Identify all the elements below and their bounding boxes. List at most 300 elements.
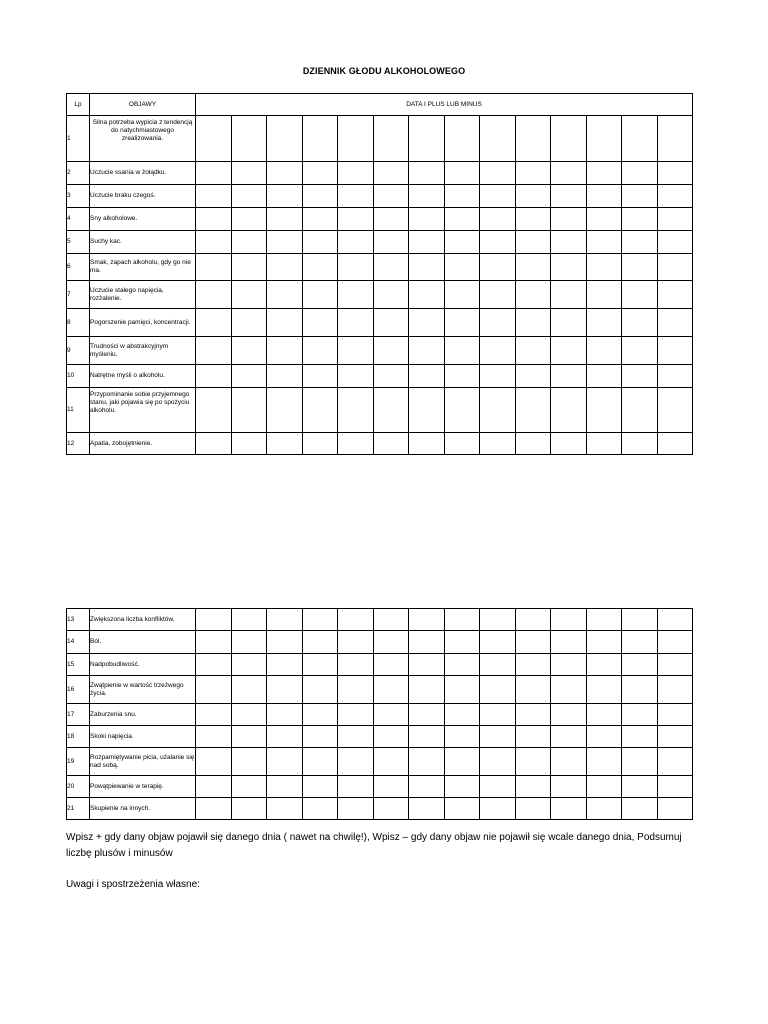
day-cell[interactable]: [373, 609, 409, 631]
day-cell[interactable]: [480, 609, 516, 631]
day-cell[interactable]: [373, 654, 409, 676]
day-cell[interactable]: [302, 162, 338, 185]
day-cell[interactable]: [302, 208, 338, 231]
day-cell[interactable]: [551, 676, 587, 704]
day-cell[interactable]: [551, 654, 587, 676]
day-cell[interactable]: [409, 185, 445, 208]
day-cell[interactable]: [551, 231, 587, 254]
day-cell[interactable]: [586, 281, 622, 309]
day-cell[interactable]: [231, 185, 267, 208]
day-cell[interactable]: [586, 388, 622, 433]
day-cell[interactable]: [551, 337, 587, 365]
day-cell[interactable]: [586, 231, 622, 254]
day-cell[interactable]: [302, 704, 338, 726]
day-cell[interactable]: [267, 798, 303, 820]
day-cell[interactable]: [409, 798, 445, 820]
day-cell[interactable]: [196, 162, 232, 185]
day-cell[interactable]: [480, 185, 516, 208]
day-cell[interactable]: [267, 704, 303, 726]
day-cell[interactable]: [622, 609, 658, 631]
table-row: [67, 231, 693, 254]
day-cell[interactable]: [622, 388, 658, 433]
day-cell[interactable]: [196, 776, 232, 798]
day-cell[interactable]: [515, 185, 551, 208]
day-cell[interactable]: [231, 676, 267, 704]
day-cell[interactable]: [444, 162, 480, 185]
day-cell[interactable]: [515, 798, 551, 820]
day-cell[interactable]: [551, 798, 587, 820]
day-cell[interactable]: [373, 162, 409, 185]
day-cell[interactable]: [231, 309, 267, 337]
day-cell[interactable]: [480, 365, 516, 388]
day-cell[interactable]: [231, 254, 267, 281]
day-cell[interactable]: [302, 365, 338, 388]
day-cell[interactable]: [515, 433, 551, 455]
day-cell[interactable]: [196, 281, 232, 309]
day-cell[interactable]: [267, 676, 303, 704]
day-cell[interactable]: [444, 281, 480, 309]
day-cell[interactable]: [373, 704, 409, 726]
day-cell[interactable]: [373, 208, 409, 231]
day-cell[interactable]: [657, 654, 693, 676]
day-cell[interactable]: [302, 776, 338, 798]
day-cell[interactable]: [338, 776, 374, 798]
day-cell[interactable]: [551, 704, 587, 726]
day-cell[interactable]: [586, 433, 622, 455]
day-cell[interactable]: [231, 231, 267, 254]
day-cell[interactable]: [302, 748, 338, 776]
day-cell[interactable]: [231, 654, 267, 676]
day-cell[interactable]: [622, 654, 658, 676]
day-cell[interactable]: [480, 116, 516, 162]
day-cell[interactable]: [338, 433, 374, 455]
row-number: 19: [67, 748, 90, 776]
day-cell[interactable]: [480, 776, 516, 798]
day-cell[interactable]: [196, 609, 232, 631]
day-cell[interactable]: [657, 365, 693, 388]
day-cell[interactable]: [409, 676, 445, 704]
day-cell[interactable]: [267, 748, 303, 776]
day-cell[interactable]: [551, 185, 587, 208]
day-cell[interactable]: [373, 388, 409, 433]
day-cell[interactable]: [373, 748, 409, 776]
day-cell[interactable]: [551, 309, 587, 337]
day-cell[interactable]: [373, 676, 409, 704]
day-cell[interactable]: [196, 631, 232, 654]
day-cell[interactable]: [515, 281, 551, 309]
day-cell[interactable]: [267, 776, 303, 798]
day-cell[interactable]: [551, 116, 587, 162]
day-cell[interactable]: [586, 798, 622, 820]
day-cell[interactable]: [551, 776, 587, 798]
day-cell[interactable]: [267, 254, 303, 281]
day-cell[interactable]: [657, 388, 693, 433]
day-cell[interactable]: [622, 676, 658, 704]
day-cell[interactable]: [267, 162, 303, 185]
day-cell[interactable]: [551, 162, 587, 185]
day-cell[interactable]: [338, 365, 374, 388]
day-cell[interactable]: [373, 776, 409, 798]
day-cell[interactable]: [267, 281, 303, 309]
day-cell[interactable]: [196, 433, 232, 455]
day-cell[interactable]: [657, 281, 693, 309]
day-cell[interactable]: [267, 726, 303, 748]
day-cell[interactable]: [480, 704, 516, 726]
day-cell[interactable]: [338, 254, 374, 281]
day-cell[interactable]: [480, 309, 516, 337]
day-cell[interactable]: [302, 433, 338, 455]
day-cell[interactable]: [586, 208, 622, 231]
day-cell[interactable]: [586, 704, 622, 726]
day-cell[interactable]: [586, 776, 622, 798]
day-cell[interactable]: [231, 748, 267, 776]
day-cell[interactable]: [196, 116, 232, 162]
day-cell[interactable]: [196, 231, 232, 254]
day-cell[interactable]: [622, 433, 658, 455]
day-cell[interactable]: [302, 388, 338, 433]
day-cell[interactable]: [444, 609, 480, 631]
day-cell[interactable]: [231, 726, 267, 748]
day-cell[interactable]: [231, 631, 267, 654]
day-cell[interactable]: [338, 309, 374, 337]
day-cell[interactable]: [586, 254, 622, 281]
day-cell[interactable]: [409, 609, 445, 631]
day-cell[interactable]: [657, 609, 693, 631]
day-cell[interactable]: [480, 231, 516, 254]
day-cell[interactable]: [196, 365, 232, 388]
day-cell[interactable]: [409, 631, 445, 654]
day-cell[interactable]: [444, 254, 480, 281]
day-cell[interactable]: [231, 704, 267, 726]
day-cell[interactable]: [657, 798, 693, 820]
day-cell[interactable]: [444, 309, 480, 337]
day-cell[interactable]: [231, 337, 267, 365]
day-cell[interactable]: [515, 254, 551, 281]
day-cell[interactable]: [338, 631, 374, 654]
day-cell[interactable]: [551, 609, 587, 631]
day-cell[interactable]: [231, 609, 267, 631]
day-cell[interactable]: [373, 337, 409, 365]
day-cell[interactable]: [515, 162, 551, 185]
day-cell[interactable]: [338, 162, 374, 185]
day-cell[interactable]: [338, 281, 374, 309]
day-cell[interactable]: [338, 676, 374, 704]
day-cell[interactable]: [622, 162, 658, 185]
day-cell[interactable]: [515, 365, 551, 388]
day-cell[interactable]: [444, 631, 480, 654]
day-cell[interactable]: [551, 748, 587, 776]
day-cell[interactable]: [409, 365, 445, 388]
day-cell[interactable]: [231, 798, 267, 820]
day-cell[interactable]: [657, 433, 693, 455]
day-cell[interactable]: [302, 185, 338, 208]
day-cell[interactable]: [196, 208, 232, 231]
day-cell[interactable]: [622, 116, 658, 162]
day-cell[interactable]: [551, 631, 587, 654]
day-cell[interactable]: [622, 726, 658, 748]
day-cell[interactable]: [302, 231, 338, 254]
day-cell[interactable]: [409, 433, 445, 455]
day-cell[interactable]: [302, 116, 338, 162]
day-cell[interactable]: [338, 798, 374, 820]
day-cell[interactable]: [622, 254, 658, 281]
day-cell[interactable]: [231, 388, 267, 433]
day-cell[interactable]: [302, 654, 338, 676]
day-cell[interactable]: [231, 116, 267, 162]
day-cell[interactable]: [338, 337, 374, 365]
day-cell[interactable]: [409, 254, 445, 281]
day-cell[interactable]: [480, 798, 516, 820]
day-cell[interactable]: [231, 281, 267, 309]
day-cell[interactable]: [373, 365, 409, 388]
day-cell[interactable]: [444, 798, 480, 820]
day-cell[interactable]: [515, 631, 551, 654]
day-cell[interactable]: [267, 309, 303, 337]
day-cell[interactable]: [480, 654, 516, 676]
day-cell[interactable]: [622, 337, 658, 365]
day-cell[interactable]: [409, 162, 445, 185]
day-cell[interactable]: [515, 704, 551, 726]
day-cell[interactable]: [409, 726, 445, 748]
day-cell[interactable]: [622, 185, 658, 208]
day-cell[interactable]: [586, 676, 622, 704]
day-cell[interactable]: [338, 116, 374, 162]
day-cell[interactable]: [231, 776, 267, 798]
day-cell[interactable]: [409, 388, 445, 433]
day-cell[interactable]: [444, 231, 480, 254]
header-lp: Lp: [67, 94, 90, 116]
day-cell[interactable]: [302, 281, 338, 309]
day-cell[interactable]: [196, 704, 232, 726]
day-cell[interactable]: [515, 609, 551, 631]
day-cell[interactable]: [373, 254, 409, 281]
day-cell[interactable]: [586, 654, 622, 676]
table-row: [67, 185, 693, 208]
day-cell[interactable]: [444, 116, 480, 162]
day-cell[interactable]: [302, 676, 338, 704]
day-cell[interactable]: [586, 365, 622, 388]
day-cell[interactable]: [373, 798, 409, 820]
day-cell[interactable]: [622, 208, 658, 231]
day-cell[interactable]: [657, 309, 693, 337]
day-cell[interactable]: [338, 748, 374, 776]
day-cell[interactable]: [622, 748, 658, 776]
day-cell[interactable]: [444, 388, 480, 433]
day-cell[interactable]: [480, 631, 516, 654]
day-cell[interactable]: [409, 704, 445, 726]
day-cell[interactable]: [444, 208, 480, 231]
day-cell[interactable]: [302, 337, 338, 365]
day-cell[interactable]: [231, 365, 267, 388]
day-cell[interactable]: [373, 281, 409, 309]
day-cell[interactable]: [480, 748, 516, 776]
day-cell[interactable]: [444, 726, 480, 748]
day-cell[interactable]: [515, 309, 551, 337]
symptom-label: Suchy kac.: [90, 231, 196, 254]
day-cell[interactable]: [480, 208, 516, 231]
day-cell[interactable]: [551, 208, 587, 231]
day-cell[interactable]: [586, 337, 622, 365]
day-cell[interactable]: [409, 776, 445, 798]
day-cell[interactable]: [267, 433, 303, 455]
day-cell[interactable]: [267, 654, 303, 676]
day-cell[interactable]: [444, 185, 480, 208]
day-cell[interactable]: [444, 654, 480, 676]
day-cell[interactable]: [515, 116, 551, 162]
day-cell[interactable]: [622, 365, 658, 388]
day-cell[interactable]: [622, 231, 658, 254]
day-cell[interactable]: [267, 337, 303, 365]
day-cell[interactable]: [586, 185, 622, 208]
day-cell[interactable]: [409, 654, 445, 676]
day-cell[interactable]: [480, 281, 516, 309]
day-cell[interactable]: [657, 254, 693, 281]
day-cell[interactable]: [267, 231, 303, 254]
day-cell[interactable]: [302, 309, 338, 337]
day-cell[interactable]: [515, 337, 551, 365]
day-cell[interactable]: [267, 365, 303, 388]
day-cell[interactable]: [196, 309, 232, 337]
day-cell[interactable]: [196, 254, 232, 281]
day-cell[interactable]: [586, 631, 622, 654]
day-cell[interactable]: [515, 748, 551, 776]
day-cell[interactable]: [267, 388, 303, 433]
day-cell[interactable]: [657, 208, 693, 231]
day-cell[interactable]: [373, 433, 409, 455]
day-cell[interactable]: [480, 676, 516, 704]
day-cell[interactable]: [657, 116, 693, 162]
day-cell[interactable]: [657, 185, 693, 208]
day-cell[interactable]: [480, 726, 516, 748]
day-cell[interactable]: [338, 185, 374, 208]
day-cell[interactable]: [338, 231, 374, 254]
day-cell[interactable]: [444, 676, 480, 704]
day-cell[interactable]: [444, 748, 480, 776]
day-cell[interactable]: [657, 704, 693, 726]
day-cell[interactable]: [480, 388, 516, 433]
day-cell[interactable]: [551, 726, 587, 748]
day-cell[interactable]: [302, 254, 338, 281]
day-cell[interactable]: [267, 185, 303, 208]
day-cell[interactable]: [444, 704, 480, 726]
day-cell[interactable]: [657, 776, 693, 798]
day-cell[interactable]: [480, 254, 516, 281]
day-cell[interactable]: [551, 433, 587, 455]
day-cell[interactable]: [373, 726, 409, 748]
day-cell[interactable]: [586, 748, 622, 776]
day-cell[interactable]: [586, 309, 622, 337]
day-cell[interactable]: [373, 309, 409, 337]
day-cell[interactable]: [551, 388, 587, 433]
day-cell[interactable]: [657, 748, 693, 776]
day-cell[interactable]: [409, 281, 445, 309]
day-cell[interactable]: [515, 676, 551, 704]
day-cell[interactable]: [302, 726, 338, 748]
day-cell[interactable]: [373, 116, 409, 162]
day-cell[interactable]: [267, 631, 303, 654]
day-cell[interactable]: [586, 162, 622, 185]
day-cell[interactable]: [196, 654, 232, 676]
day-cell[interactable]: [551, 365, 587, 388]
day-cell[interactable]: [338, 654, 374, 676]
day-cell[interactable]: [586, 609, 622, 631]
day-cell[interactable]: [338, 704, 374, 726]
day-cell[interactable]: [338, 388, 374, 433]
day-cell[interactable]: [657, 676, 693, 704]
day-cell[interactable]: [196, 676, 232, 704]
day-cell[interactable]: [586, 726, 622, 748]
day-cell[interactable]: [373, 631, 409, 654]
day-cell[interactable]: [302, 798, 338, 820]
day-cell[interactable]: [622, 704, 658, 726]
day-cell[interactable]: [515, 654, 551, 676]
day-cell[interactable]: [409, 116, 445, 162]
day-cell[interactable]: [302, 609, 338, 631]
day-cell[interactable]: [338, 208, 374, 231]
day-cell[interactable]: [657, 726, 693, 748]
day-cell[interactable]: [480, 337, 516, 365]
day-cell[interactable]: [302, 631, 338, 654]
day-cell[interactable]: [444, 337, 480, 365]
day-cell[interactable]: [515, 208, 551, 231]
day-cell[interactable]: [515, 726, 551, 748]
day-cell[interactable]: [444, 365, 480, 388]
day-cell[interactable]: [409, 337, 445, 365]
day-cell[interactable]: [231, 208, 267, 231]
day-cell[interactable]: [657, 231, 693, 254]
day-cell[interactable]: [267, 208, 303, 231]
day-cell[interactable]: [480, 162, 516, 185]
day-cell[interactable]: [551, 254, 587, 281]
day-cell[interactable]: [373, 231, 409, 254]
day-cell[interactable]: [267, 609, 303, 631]
row-number: 16: [67, 676, 90, 704]
day-cell[interactable]: [231, 433, 267, 455]
day-cell[interactable]: [622, 798, 658, 820]
day-cell[interactable]: [657, 631, 693, 654]
day-cell[interactable]: [622, 631, 658, 654]
day-cell[interactable]: [196, 726, 232, 748]
day-cell[interactable]: [196, 337, 232, 365]
day-cell[interactable]: [409, 309, 445, 337]
day-cell[interactable]: [657, 337, 693, 365]
day-cell[interactable]: [622, 309, 658, 337]
day-cell[interactable]: [338, 726, 374, 748]
day-cell[interactable]: [196, 798, 232, 820]
day-cell[interactable]: [409, 208, 445, 231]
day-cell[interactable]: [622, 776, 658, 798]
day-cell[interactable]: [196, 388, 232, 433]
day-cell[interactable]: [444, 433, 480, 455]
day-cell[interactable]: [373, 185, 409, 208]
day-cell[interactable]: [196, 748, 232, 776]
day-cell[interactable]: [551, 281, 587, 309]
day-cell[interactable]: [480, 433, 516, 455]
day-cell[interactable]: [515, 776, 551, 798]
day-cell[interactable]: [444, 776, 480, 798]
day-cell[interactable]: [622, 281, 658, 309]
day-cell[interactable]: [515, 388, 551, 433]
day-cell[interactable]: [586, 116, 622, 162]
day-cell[interactable]: [515, 231, 551, 254]
day-cell[interactable]: [409, 748, 445, 776]
day-cell[interactable]: [409, 231, 445, 254]
day-cell[interactable]: [231, 162, 267, 185]
day-cell[interactable]: [196, 185, 232, 208]
day-cell[interactable]: [267, 116, 303, 162]
day-cell[interactable]: [657, 162, 693, 185]
day-cell[interactable]: [338, 609, 374, 631]
